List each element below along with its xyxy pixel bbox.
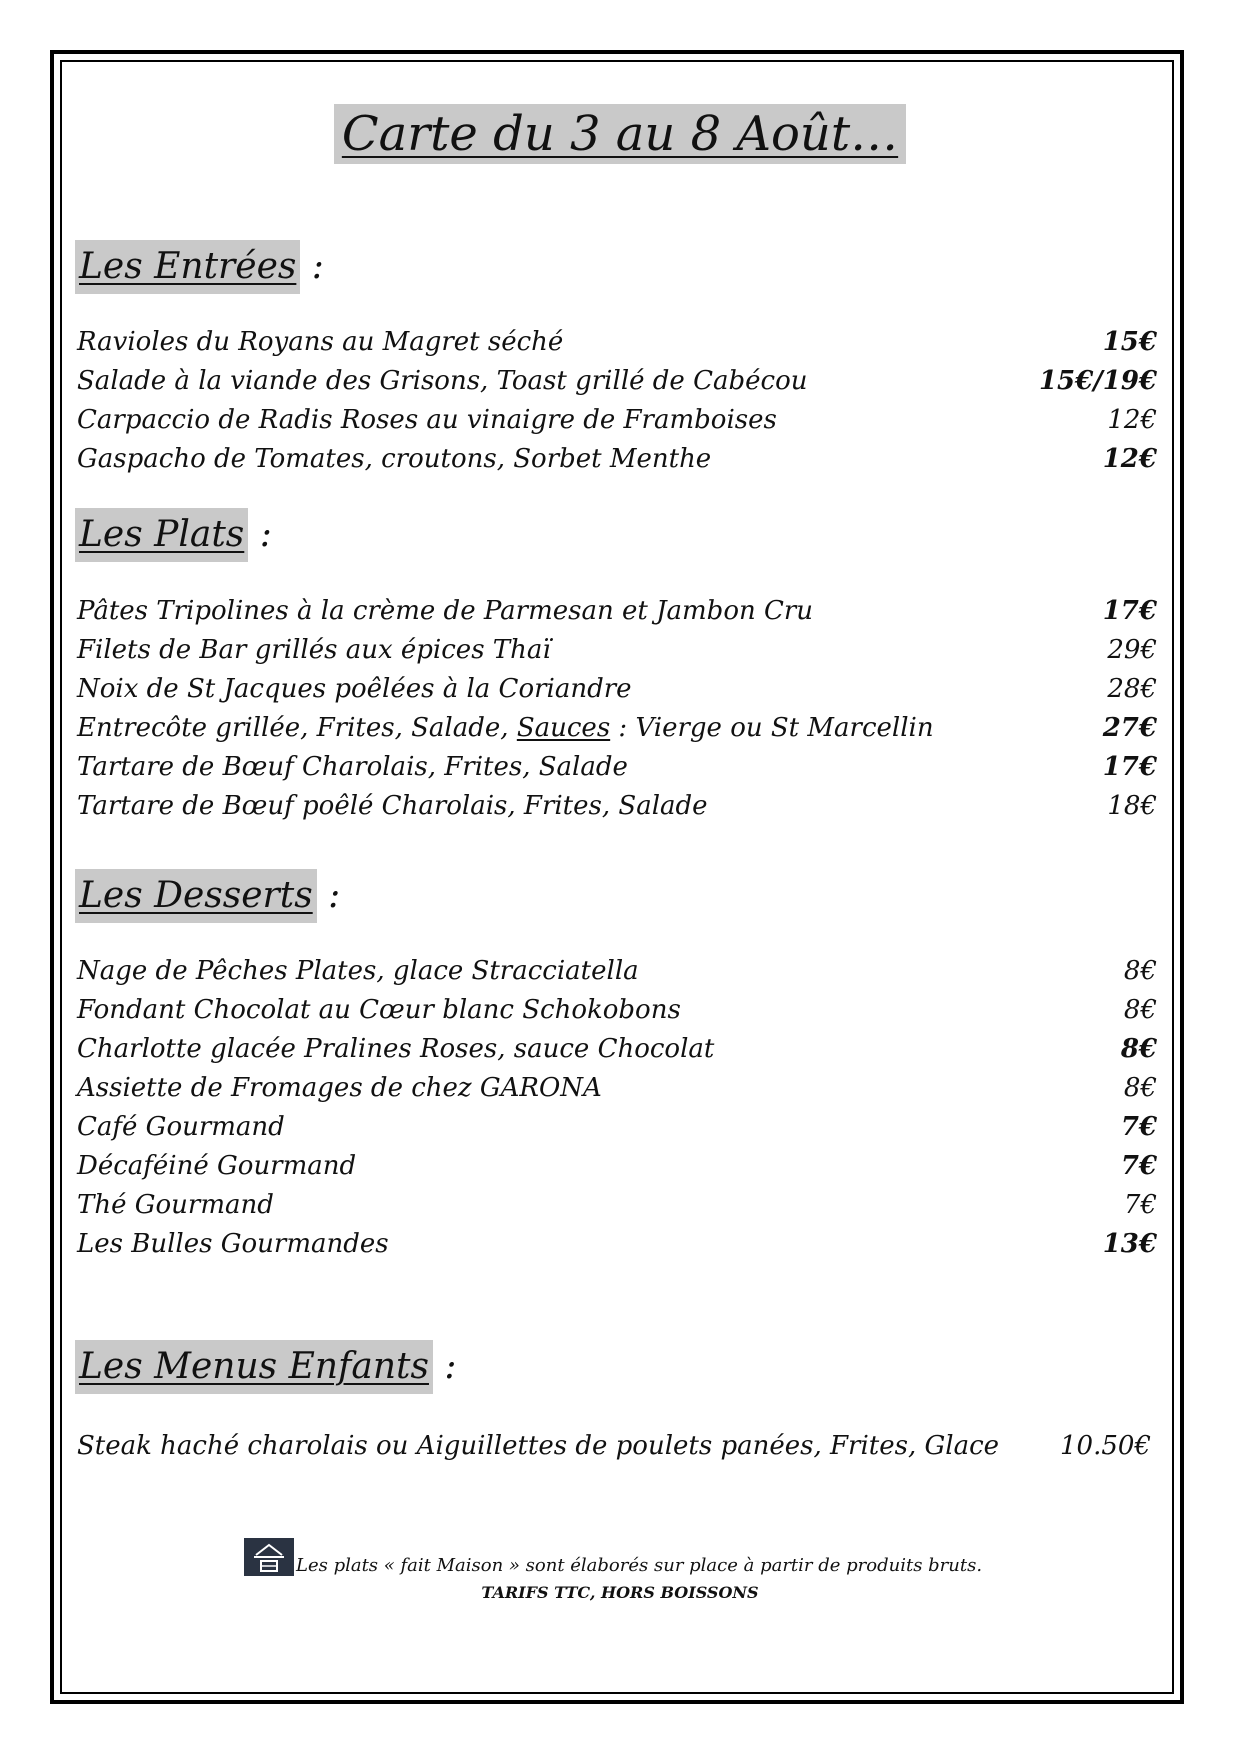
item-price: 13€ <box>1102 1229 1157 1259</box>
menu-item <box>77 1226 1157 1262</box>
menu-item <box>77 1109 1157 1145</box>
section-heading-desserts: Les Desserts : <box>75 869 340 923</box>
section-heading-plats: Les Plats : <box>75 508 272 562</box>
menu-item <box>77 1148 1157 1184</box>
item-price: 7€ <box>1123 1190 1157 1220</box>
item-price: 7€ <box>1120 1112 1157 1142</box>
item-name: Ravioles du Royans au Magret séché <box>77 327 564 357</box>
item-name: Filets de Bar grillés aux épices Thaï <box>77 635 551 665</box>
item-name: Pâtes Tripolines à la crème de Parmesan et Jambon Cru <box>77 596 814 626</box>
item-price: 27€ <box>1102 713 1157 743</box>
menu-item <box>77 749 1157 785</box>
item-name: Entrecôte grillée, Frites, Salade, Sauces : Vierge ou St Marcellin <box>77 713 934 743</box>
item-name: Steak haché charolais ou Aiguillettes de poulets panées, Frites, Glace <box>77 1431 1000 1461</box>
item-name: Gaspacho de Tomates, croutons, Sorbet Menthe <box>77 444 712 474</box>
menu-item <box>77 593 1157 629</box>
menu-item <box>77 1428 1157 1464</box>
item-name: Décaféiné Gourmand <box>77 1151 357 1181</box>
menu-item <box>77 788 1157 824</box>
tarifs-note: TARIFS TTC, HORS BOISSONS <box>481 1583 759 1602</box>
section-heading-entrees: Les Entrées : <box>75 240 324 294</box>
item-price: 17€ <box>1102 752 1157 782</box>
menu-item <box>77 402 1157 438</box>
item-price: 8€ <box>1123 1073 1157 1103</box>
item-price: 15€ <box>1102 327 1157 357</box>
item-price: 12€ <box>1102 444 1157 474</box>
item-price: 8€ <box>1123 995 1157 1025</box>
item-name: Tartare de Bœuf poêlé Charolais, Frites, Salade <box>77 791 708 821</box>
item-price: 18€ <box>1107 791 1157 821</box>
item-name: Les Bulles Gourmandes <box>77 1229 389 1259</box>
item-price: 8€ <box>1120 1034 1157 1064</box>
section-heading-menus-enfants: Les Menus Enfants : <box>75 1340 457 1394</box>
item-name: Assiette de Fromages de chez GARONA <box>77 1073 602 1103</box>
fait-maison-note: Les plats « fait Maison » sont élaborés sur place à partir de produits bruts. <box>296 1555 983 1576</box>
menu-item <box>77 363 1157 399</box>
item-price: 28€ <box>1107 674 1157 704</box>
item-name: Fondant Chocolat au Cœur blanc Schokobons <box>77 995 681 1025</box>
item-name: Salade à la viande des Grisons, Toast grillé de Cabécou <box>77 366 808 396</box>
item-name: Noix de St Jacques poêlées à la Coriandre <box>77 674 632 704</box>
menu-item <box>77 671 1157 707</box>
item-price: 17€ <box>1102 596 1157 626</box>
menu-item <box>77 710 1157 746</box>
item-price: 15€/19€ <box>1038 366 1157 396</box>
house-icon <box>244 1538 294 1576</box>
item-name: Café Gourmand <box>77 1112 285 1142</box>
item-price: 29€ <box>1107 635 1157 665</box>
menu-item <box>77 324 1157 360</box>
item-price: 12€ <box>1107 405 1157 435</box>
menu-item <box>77 632 1157 668</box>
menu-item <box>77 441 1157 477</box>
item-price: 8€ <box>1123 956 1157 986</box>
menu-item <box>77 953 1157 989</box>
menu-item <box>77 992 1157 1028</box>
item-name: Charlotte glacée Pralines Roses, sauce Chocolat <box>77 1034 715 1064</box>
menu-item <box>77 1070 1157 1106</box>
menu-title: Carte du 3 au 8 Août… <box>0 104 1240 164</box>
menu-item <box>77 1031 1157 1067</box>
item-name: Carpaccio de Radis Roses au vinaigre de Framboises <box>77 405 777 435</box>
item-name: Tartare de Bœuf Charolais, Frites, Salade <box>77 752 628 782</box>
item-name: Nage de Pêches Plates, glace Stracciatella <box>77 956 639 986</box>
item-price: 10.50€ <box>1060 1431 1151 1461</box>
menu-item <box>77 1187 1157 1223</box>
item-name: Thé Gourmand <box>77 1190 274 1220</box>
item-price: 7€ <box>1120 1151 1157 1181</box>
